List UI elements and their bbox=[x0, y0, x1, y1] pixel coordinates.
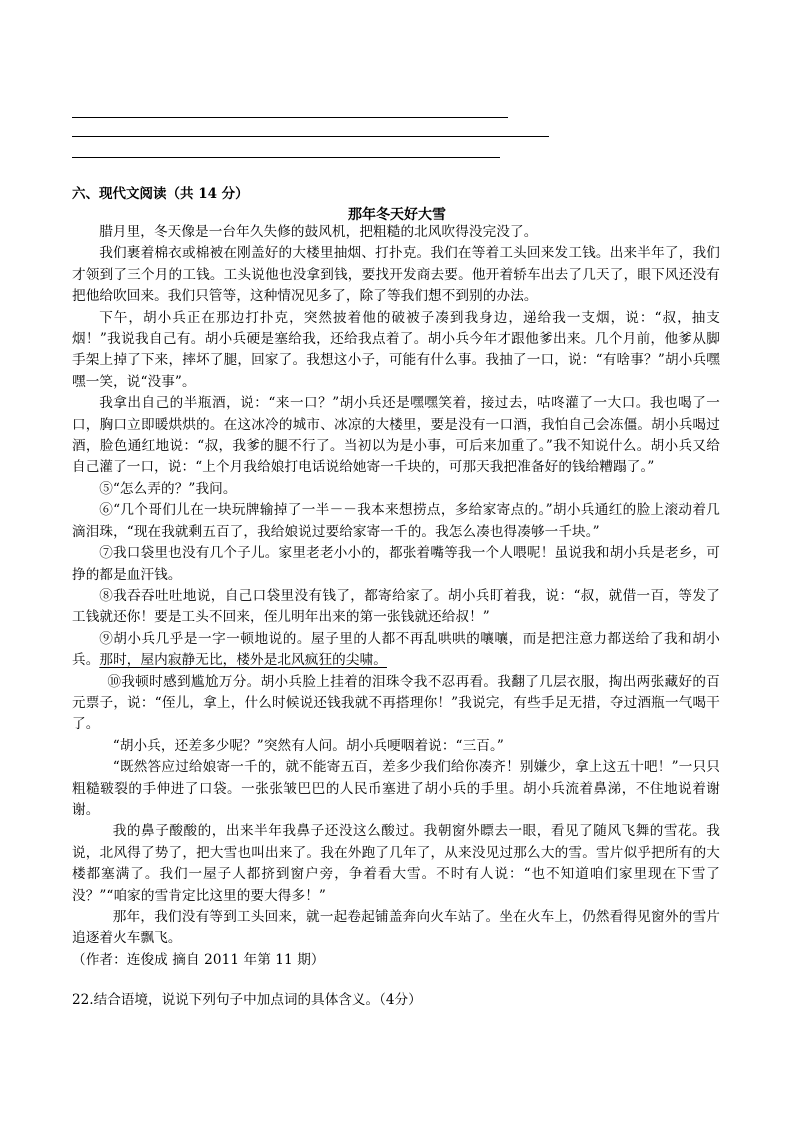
answer-line-3[interactable] bbox=[72, 157, 500, 158]
paragraph-7: ⑦我口袋里也没有几个子儿。家里老老小小的，都张着嘴等我一个人喂呢！虽说我和胡小兵是老乡，可挣的都是血汗钱。 bbox=[72, 545, 720, 583]
question-22: 22.结合语境，说说下列句子中加点词的具体含义。（4分） bbox=[72, 992, 422, 1008]
paragraph-10: ⑩我顿时感到尴尬万分。胡小兵脸上挂着的泪珠令我不忍再看。我翻了几层衣服，掏出两张藏好的百元票子，说：“侄儿，拿上，什么时候说还钱我就不再搭理你！”我说完，有些手足无措，夺过酒瓶一气喝干了。 bbox=[72, 673, 720, 733]
paragraph-8: ⑧我吞吞吐吐地说，自己口袋里没有钱了，都寄给家了。胡小兵盯着我，说：“叔，就借一百，等发了工钱就还你！要是工头不回来，侄儿明年出来的第一张钱就还给叔！” bbox=[72, 587, 720, 626]
paragraph-13: 我的鼻子酸酸的，出来半年我鼻子还没这么酸过。我朝窗外瞟去一眼，看见了随风飞舞的雪花。我说，北风得了势了，把大雪也叫出来了。我在外跑了几年了，从来没见过那么大的雪。雪片似乎把所有的大楼都塞满了。我们一屋子人都挤到窗户旁，争着看大雪。不时有人说：“也不知道咱们家里现在下雪了没？”“咱家的雪肯定比这里的要大得多！” bbox=[72, 823, 720, 904]
answer-line-2[interactable] bbox=[72, 136, 549, 137]
article-title: 那年冬天好大雪 bbox=[348, 207, 446, 223]
paragraph-5: ⑤“怎么弄的？”我问。 bbox=[99, 480, 237, 497]
paragraph-11: “胡小兵，还差多少呢？”突然有人问。胡小兵哽咽着说：“三百。” bbox=[112, 737, 504, 754]
paragraph-9 bbox=[72, 629, 720, 672]
paragraph-14: 那年，我们没有等到工头回来，就一起卷起铺盖奔向火车站了。坐在火车上，仍然看得见窗外的雪片追逐着火车飘飞。 bbox=[72, 909, 720, 947]
article-source: （作者：连俊成 摘自 2011 年第 11 期） bbox=[72, 951, 325, 968]
paragraph-1: 腊月里，冬天像是一台年久失修的鼓风机，把粗糙的北风吹得没完没了。 bbox=[99, 224, 538, 240]
paragraph-2: 我们裹着棉衣或棉被在刚盖好的大楼里抽烟、打扑克。我们在等着工头回来发工钱。出来半年了，我们才领到了三个月的工钱。工头说他也没拿到钱，要找开发商去要。他开着轿车出去了几天了，眼下风还没有把他给吹回来。我们只管等，这种情况见多了，除了等我们想不到别的办法。 bbox=[72, 245, 720, 305]
paragraph-4: 我拿出自己的半瓶酒，说：“来一口？”胡小兵还是嘿嘿笑着，接过去，咕咚灌了一大口。我也喝了一口，胸口立即暖烘烘的。在这冰冷的城市、冰凉的大楼里，要是没有一口酒，我怕自己会冻僵。胡小兵喝过酒，脸色通红地说：“叔，我爹的腿不行了。当初以为是小事，可后来加重了。”我不知说什么。胡小兵又给自己灌了一口，说：“上个月我给娘打电话说给她寄一千块的，可那天我把准备好的钱给糟蹋了。” bbox=[72, 395, 720, 476]
paragraph-6: ⑥“几个哥们儿在一块玩牌输掉了一半－－我本来想捞点，多给家寄点的。”胡小兵通红的脸上滚动着几滴泪珠，“现在我就剩五百了，我给娘说过要给家寄一千的。我怎么凑也得凑够一千块。” bbox=[72, 502, 720, 540]
section-heading: 六、现代文阅读（共 14 分） bbox=[72, 186, 249, 202]
answer-line-1[interactable] bbox=[72, 117, 508, 118]
paragraph-9-text: ⑨胡小兵几乎是一字一顿地说的。屋子里的人都不再乱哄哄的嚷嚷，而是把注意力都送给了我和胡小兵。 bbox=[72, 630, 720, 669]
paragraph-3: 下午，胡小兵正在那边打扑克，突然披着他的破被子凑到我身边，递给我一支烟，说：“叔，抽支烟！”我说我自己有。胡小兵硬是塞给我，还给我点着了。胡小兵今年才跟他爹出来。几个月前，他爹从脚手架上掉了下来，摔坏了腿，回家了。我想这小子，可能有什么事。我抽了一口，说：“有啥事？”胡小兵嘿嘿一笑，说“没事”。 bbox=[72, 309, 720, 390]
underlined-sentence: 那时，屋内寂静无比，楼外是北风疯狂的尖啸。 bbox=[99, 652, 387, 669]
article-body bbox=[72, 222, 720, 971]
paragraph-12: “既然答应过给娘寄一千的，就不能寄五百，差多少我们给你凑齐！别嫌少，拿上这五十吧！”一只只粗糙皲裂的手伸进了口袋。一张张皱巴巴的人民币塞进了胡小兵的手里。胡小兵流着鼻涕，不住地说着谢谢。 bbox=[72, 759, 720, 818]
